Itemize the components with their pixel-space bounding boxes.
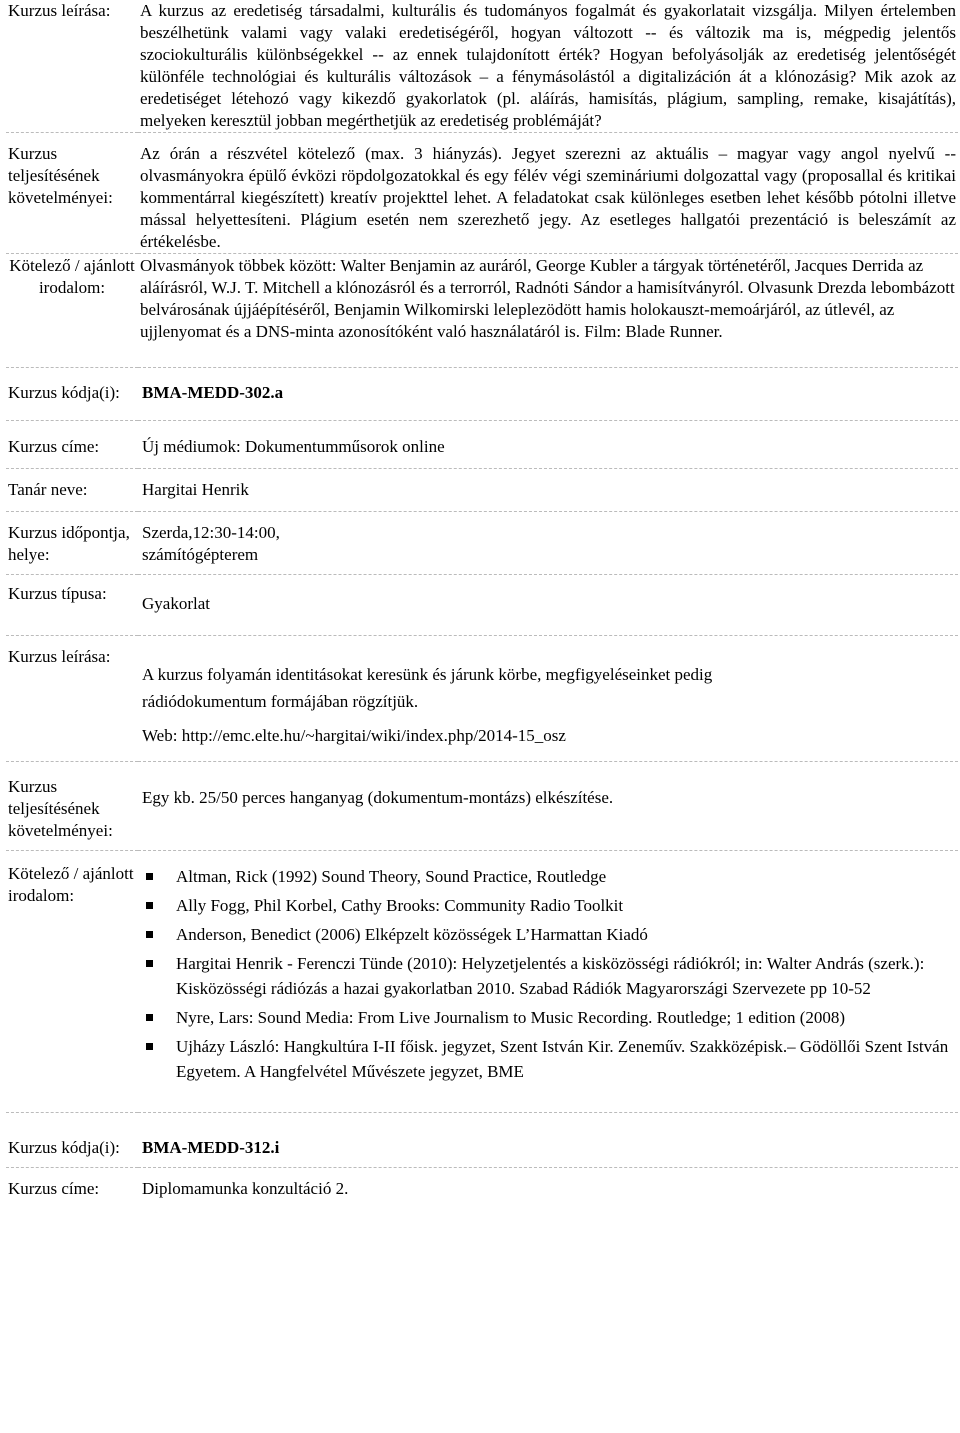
- course-type: Gyakorlat: [142, 594, 210, 613]
- course-title: Új médiumok: Dokumentumműsorok online: [142, 437, 445, 456]
- course-requirements: Az órán a részvétel kötelező (max. 3 hiányzás). Jegyet szerezni az aktuális – magyar vagy angol nyelvű -- olvasmányokra épülő évközi röpdolgozatokkal és egy félév végi szemináriumi dolgozattal vagy (proposallal és kritikai kommentárral kiegészített) kreatív projekttel lehet. A feladatokat csak különleges esetben lehet később pótolni illetve mással helyettesíteni. Plágium esetén nem szerezhető jegy. Az esetleges hallgatói prezentáció is beleszámít az értékelésbe.: [140, 144, 956, 251]
- literature-item-text: Ally Fogg, Phil Korbel, Cathy Brooks: Community Radio Toolkit: [176, 896, 624, 915]
- square-bullet-icon: [146, 1014, 153, 1021]
- row-title-3: [6, 1168, 958, 1200]
- course-code: BMA-MEDD-302.a: [142, 383, 284, 402]
- row-code-2: [6, 368, 958, 421]
- square-bullet-icon: [146, 873, 153, 880]
- literature-item-text: Anderson, Benedict (2006) Elképzelt közösségek L’Harmattan Kiadó: [176, 925, 648, 944]
- course-literature: Olvasmányok többek között: Walter Benjamin az auráról, George Kubler a tárgyak történetéről, Jacques Derrida az aláírásról, W.J. T. Mitchell a klónozásról és a terrorról, Radnóti Sándor a hamisítványról. Olvasunk Drezda lebombázott belvárosának újjáépítéséről, Benjamin Wilkomirski leleplezödött hamis holokauszt-memoárjáról, az útlevél, az ujjlenyomat és a DNS-minta azonosítóként való használatáról is. Film: Blade Runner.: [140, 256, 955, 341]
- square-bullet-icon: [146, 1043, 153, 1050]
- row-desc-2: [6, 636, 958, 762]
- row-req-2: [6, 762, 958, 851]
- row-type-2: [6, 575, 958, 636]
- course-description: A kurzus az eredetiség társadalmi, kulturális és tudományos fogalmát és gyakorlatait vizsgálja. Milyen értelemben beszélhetünk valami vagy valaki eredetiségéről, hogyan változott -- és változik ma is, mégpedig jelentős szociokulturális különbségekkel -- az ennek tulajdonított érték? Hogyan befolyásolják az eredetiség jelentőségét különféle technológiai és kulturális változások – a fénymásolástól a digitalizáción át a klónozásig? Mik azok az eredetiséget létehozó vagy kikezdő gyakorlatok (pl. aláírás, hamisítás, plágium, sampling, remake, kisajátítás), melyeken keresztül jobban megérthetjük az eredetiség problémáját?: [140, 1, 956, 130]
- course-description-2: [138, 636, 958, 762]
- label-literature: Kötelező / ajánlott irodalom:: [9, 256, 135, 297]
- label-desc: Kurzus leírása:: [8, 647, 111, 666]
- literature-item: [176, 922, 956, 947]
- row-code-3: [6, 1113, 958, 1168]
- label-course-type: Kurzus típusa:: [8, 584, 107, 603]
- course-description-text: A kurzus folyamán identitásokat keresünk és járunk körbe, megfigyeléseinket pedig rádiódokumentum formájában rögzítjük.: [142, 665, 713, 711]
- literature-item: [176, 1034, 956, 1084]
- literature-list: [142, 864, 956, 1084]
- literature-item-text: Ujházy László: Hangkultúra I-II főisk. jegyzet, Szent István Kir. Zeneműv. Szakközépisk.– Gödöllői Szent István Egyetem. A Hangfelvétel Művészete jegyzet, BME: [176, 1037, 949, 1081]
- label-time-place: Kurzus időpontja, helye:: [8, 523, 130, 564]
- literature-item: [176, 951, 956, 1001]
- course-time-place: Szerda,12:30-14:00, számítógépterem: [142, 523, 280, 564]
- label-course-title: Kurzus címe:: [8, 437, 100, 456]
- course-code: BMA-MEDD-312.i: [142, 1138, 280, 1157]
- row-desc-1: [6, 0, 958, 133]
- label-course-code: Kurzus kódja(i):: [8, 1138, 120, 1157]
- row-lit-1: [6, 254, 958, 368]
- course-web-link[interactable]: Web: http://emc.elte.hu/~hargitai/wiki/index.php/2014-15_osz: [142, 726, 566, 745]
- label-teacher: Tanár neve:: [8, 480, 88, 499]
- row-time-2: [6, 512, 958, 575]
- label-requirements: Kurzus teljesítésének követelményei:: [8, 777, 113, 840]
- square-bullet-icon: [146, 960, 153, 967]
- course-title: Diplomamunka konzultáció 2.: [142, 1179, 349, 1198]
- square-bullet-icon: [146, 902, 153, 909]
- literature-item: [176, 893, 956, 918]
- literature-item-text: Hargitai Henrik - Ferenczi Tünde (2010): Helyzetjelentés a kisközösségi rádiókról; in: Walter András (szerk.): Kisközösségi rádiózás a hazai gyakorlatban 2010. Szabad Rádiók Magyarországi Szervezete pp 10-52: [176, 954, 925, 998]
- literature-item-text: Nyre, Lars: Sound Media: From Live Journalism to Music Recording. Routledge; 1 edition (2008): [176, 1008, 846, 1027]
- teacher-name: Hargitai Henrik: [142, 480, 249, 499]
- course-document: [6, 0, 958, 1200]
- label-literature: Kötelező / ajánlott irodalom:: [8, 864, 134, 905]
- square-bullet-icon: [146, 931, 153, 938]
- label-desc: Kurzus leírása:: [8, 1, 111, 20]
- row-lit-2: [6, 851, 958, 1113]
- row-req-1: [6, 133, 958, 254]
- literature-item-text: Altman, Rick (1992) Sound Theory, Sound Practice, Routledge: [176, 867, 607, 886]
- label-requirements: Kurzus teljesítésének követelményei:: [8, 144, 113, 207]
- label-course-title: Kurzus címe:: [8, 1179, 100, 1198]
- course-requirements-2: Egy kb. 25/50 perces hanganyag (dokumentum-montázs) elkészítése.: [142, 788, 614, 807]
- literature-item: [176, 864, 956, 889]
- label-course-code: Kurzus kódja(i):: [8, 383, 120, 402]
- row-title-2: [6, 421, 958, 469]
- course-table: [6, 0, 958, 1200]
- row-teacher-2: [6, 469, 958, 512]
- literature-item: [176, 1005, 956, 1030]
- course-literature-2: [138, 851, 958, 1113]
